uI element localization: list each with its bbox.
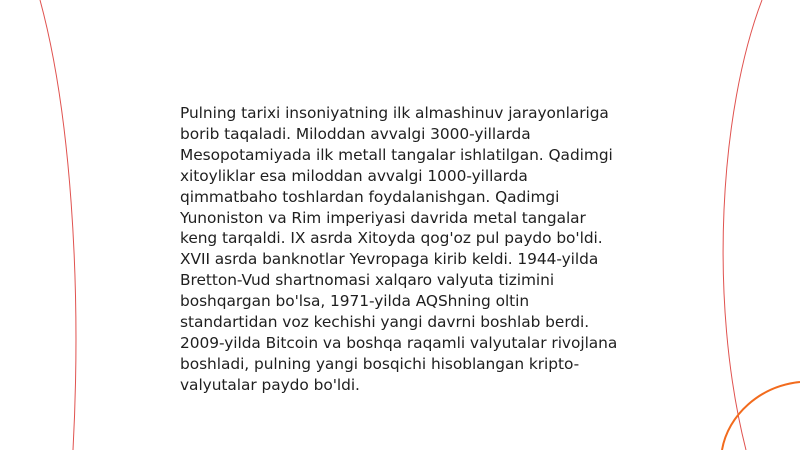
right-curve-line <box>723 0 762 450</box>
body-paragraph: Pulning tarixi insoniyatning ilk almashinuv jarayonlariga borib taqaladi. Miloddan avvalgi 3000-yillarda Mesopotamiyada ilk metall tangalar ishlatilgan. Qadimgi xitoyliklar esa miloddan avvalgi 1000-yillarda qimmatbaho toshlardan foydalanishgan. Qadimgi Yunoniston va Rim imperiyasi davrida metal tangalar keng tarqaldi. IX asrda Xitoyda qog'oz pul paydo bo'ldi. XVII asrda banknotlar Yevropaga kirib keldi. 1944-yilda Bretton-Vud shartnomasi xalqaro valyuta tizimini boshqargan bo'lsa, 1971-yilda AQShning oltin standartidan voz kechishi yangi davrni boshlab berdi. 2009-yilda Bitcoin va boshqa raqamli valyutalar rivojlana boshladi, pulning yangi bosqichi hisoblangan kripto-valyutalar paydo bo'ldi. <box>180 104 618 394</box>
left-curve-line <box>40 0 76 450</box>
